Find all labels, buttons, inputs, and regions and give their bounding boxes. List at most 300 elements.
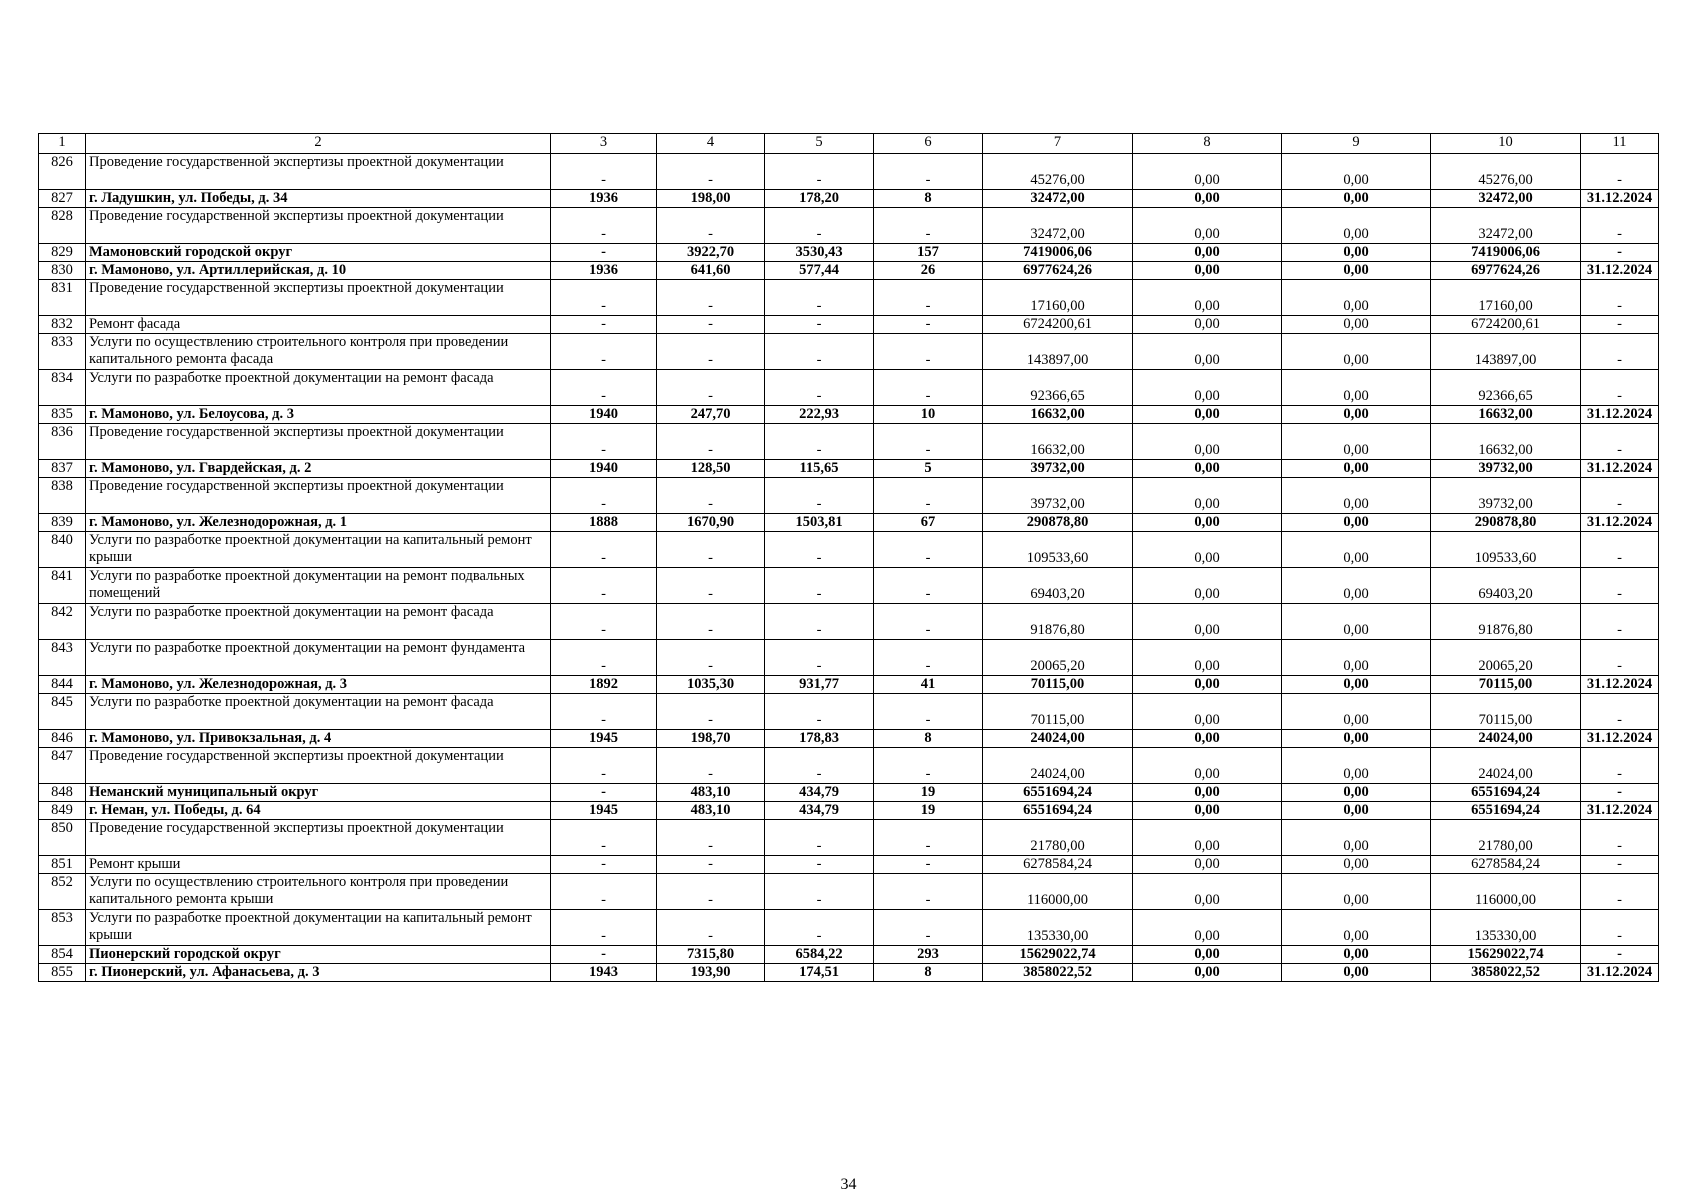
residents-cell: - — [874, 568, 983, 604]
total-area-cell: 198,70 — [657, 730, 765, 748]
residents-cell: 26 — [874, 262, 983, 280]
total-area-cell: - — [657, 604, 765, 640]
table-row — [39, 190, 1659, 208]
year-cell: - — [551, 694, 657, 730]
federal-funds-cell: 0,00 — [1133, 964, 1282, 982]
table-row — [39, 478, 1659, 514]
year-cell: - — [551, 820, 657, 856]
row-number: 828 — [39, 208, 86, 244]
regional-funds-cell: 0,00 — [1282, 640, 1431, 676]
total-area-cell: 483,10 — [657, 802, 765, 820]
year-cell: - — [551, 856, 657, 874]
row-name: г. Мамоново, ул. Гвардейская, д. 2 — [86, 460, 551, 478]
regional-funds-cell: 0,00 — [1282, 604, 1431, 640]
column-number-row — [39, 134, 1659, 154]
row-number: 830 — [39, 262, 86, 280]
total-area-cell: - — [657, 334, 765, 370]
row-name: г. Ладушкин, ул. Победы, д. 34 — [86, 190, 551, 208]
residents-cell: - — [874, 640, 983, 676]
residents-cell: 8 — [874, 730, 983, 748]
residents-cell: - — [874, 208, 983, 244]
col-header-9: 9 — [1282, 134, 1431, 154]
residents-cell: 8 — [874, 190, 983, 208]
federal-funds-cell: 0,00 — [1133, 280, 1282, 316]
residents-cell: 19 — [874, 802, 983, 820]
total-cost-cell: 15629022,74 — [983, 946, 1133, 964]
residents-cell: - — [874, 334, 983, 370]
register-sheet — [38, 133, 1658, 982]
living-area-cell: - — [765, 856, 874, 874]
col-header-2: 2 — [86, 134, 551, 154]
regional-funds-cell: 0,00 — [1282, 370, 1431, 406]
table-row — [39, 460, 1659, 478]
row-name: Проведение государственной экспертизы проектной документации — [86, 208, 551, 244]
deadline-cell: 31.12.2024 — [1581, 262, 1659, 280]
regional-funds-cell: 0,00 — [1282, 874, 1431, 910]
deadline-cell: - — [1581, 532, 1659, 568]
col-header-3: 3 — [551, 134, 657, 154]
total-area-cell: - — [657, 568, 765, 604]
row-number: 831 — [39, 280, 86, 316]
owner-funds-cell: 24024,00 — [1431, 748, 1581, 784]
year-cell: - — [551, 874, 657, 910]
residents-cell: - — [874, 856, 983, 874]
residents-cell: 157 — [874, 244, 983, 262]
deadline-cell: 31.12.2024 — [1581, 460, 1659, 478]
regional-funds-cell: 0,00 — [1282, 910, 1431, 946]
living-area-cell: - — [765, 154, 874, 190]
federal-funds-cell: 0,00 — [1133, 568, 1282, 604]
year-cell: - — [551, 784, 657, 802]
year-cell: - — [551, 532, 657, 568]
total-area-cell: - — [657, 208, 765, 244]
row-number: 842 — [39, 604, 86, 640]
owner-funds-cell: 17160,00 — [1431, 280, 1581, 316]
total-cost-cell: 6977624,26 — [983, 262, 1133, 280]
row-number: 838 — [39, 478, 86, 514]
total-cost-cell: 6724200,61 — [983, 316, 1133, 334]
deadline-cell: - — [1581, 154, 1659, 190]
federal-funds-cell: 0,00 — [1133, 262, 1282, 280]
table-row — [39, 154, 1659, 190]
residents-cell: 10 — [874, 406, 983, 424]
residents-cell: - — [874, 316, 983, 334]
row-number: 845 — [39, 694, 86, 730]
regional-funds-cell: 0,00 — [1282, 532, 1431, 568]
regional-funds-cell: 0,00 — [1282, 190, 1431, 208]
federal-funds-cell: 0,00 — [1133, 154, 1282, 190]
living-area-cell: - — [765, 478, 874, 514]
federal-funds-cell: 0,00 — [1133, 334, 1282, 370]
total-cost-cell: 6551694,24 — [983, 802, 1133, 820]
owner-funds-cell: 39732,00 — [1431, 478, 1581, 514]
year-cell: - — [551, 946, 657, 964]
residents-cell: 19 — [874, 784, 983, 802]
federal-funds-cell: 0,00 — [1133, 946, 1282, 964]
table-row — [39, 334, 1659, 370]
table-row — [39, 802, 1659, 820]
row-number: 833 — [39, 334, 86, 370]
deadline-cell: - — [1581, 910, 1659, 946]
year-cell: 1940 — [551, 460, 657, 478]
total-cost-cell: 290878,80 — [983, 514, 1133, 532]
regional-funds-cell: 0,00 — [1282, 514, 1431, 532]
owner-funds-cell: 16632,00 — [1431, 406, 1581, 424]
regional-funds-cell: 0,00 — [1282, 964, 1431, 982]
owner-funds-cell: 6551694,24 — [1431, 802, 1581, 820]
regional-funds-cell: 0,00 — [1282, 478, 1431, 514]
table-row — [39, 244, 1659, 262]
year-cell: - — [551, 316, 657, 334]
total-cost-cell: 7419006,06 — [983, 244, 1133, 262]
federal-funds-cell: 0,00 — [1133, 676, 1282, 694]
table-row — [39, 568, 1659, 604]
residents-cell: - — [874, 910, 983, 946]
row-name: г. Мамоново, ул. Привокзальная, д. 4 — [86, 730, 551, 748]
federal-funds-cell: 0,00 — [1133, 244, 1282, 262]
row-name: Проведение государственной экспертизы проектной документации — [86, 280, 551, 316]
row-name: Проведение государственной экспертизы проектной документации — [86, 748, 551, 784]
federal-funds-cell: 0,00 — [1133, 856, 1282, 874]
total-area-cell: - — [657, 874, 765, 910]
deadline-cell: - — [1581, 568, 1659, 604]
year-cell: - — [551, 568, 657, 604]
residents-cell: 41 — [874, 676, 983, 694]
federal-funds-cell: 0,00 — [1133, 424, 1282, 460]
total-cost-cell: 16632,00 — [983, 424, 1133, 460]
residents-cell: - — [874, 604, 983, 640]
row-number: 852 — [39, 874, 86, 910]
row-name: Пионерский городской округ — [86, 946, 551, 964]
total-cost-cell: 24024,00 — [983, 748, 1133, 784]
living-area-cell: 1503,81 — [765, 514, 874, 532]
total-area-cell: 1670,90 — [657, 514, 765, 532]
federal-funds-cell: 0,00 — [1133, 802, 1282, 820]
deadline-cell: - — [1581, 424, 1659, 460]
table-row — [39, 640, 1659, 676]
owner-funds-cell: 16632,00 — [1431, 424, 1581, 460]
regional-funds-cell: 0,00 — [1282, 856, 1431, 874]
living-area-cell: - — [765, 532, 874, 568]
total-cost-cell: 16632,00 — [983, 406, 1133, 424]
living-area-cell: - — [765, 820, 874, 856]
year-cell: - — [551, 604, 657, 640]
regional-funds-cell: 0,00 — [1282, 262, 1431, 280]
row-name: Проведение государственной экспертизы проектной документации — [86, 478, 551, 514]
total-area-cell: - — [657, 694, 765, 730]
deadline-cell: - — [1581, 874, 1659, 910]
row-number: 846 — [39, 730, 86, 748]
total-cost-cell: 24024,00 — [983, 730, 1133, 748]
living-area-cell: - — [765, 424, 874, 460]
table-row — [39, 532, 1659, 568]
year-cell: - — [551, 748, 657, 784]
living-area-cell: 434,79 — [765, 784, 874, 802]
table-row — [39, 784, 1659, 802]
owner-funds-cell: 6724200,61 — [1431, 316, 1581, 334]
table-row — [39, 514, 1659, 532]
owner-funds-cell: 116000,00 — [1431, 874, 1581, 910]
row-name: Услуги по осуществлению строительного контроля при проведении капитального ремонта крыши — [86, 874, 551, 910]
deadline-cell: - — [1581, 370, 1659, 406]
deadline-cell: - — [1581, 334, 1659, 370]
total-cost-cell: 39732,00 — [983, 460, 1133, 478]
living-area-cell: - — [765, 208, 874, 244]
regional-funds-cell: 0,00 — [1282, 316, 1431, 334]
total-area-cell: - — [657, 370, 765, 406]
total-area-cell: - — [657, 856, 765, 874]
total-cost-cell: 109533,60 — [983, 532, 1133, 568]
year-cell: 1940 — [551, 406, 657, 424]
total-area-cell: 483,10 — [657, 784, 765, 802]
total-area-cell: 198,00 — [657, 190, 765, 208]
col-header-6: 6 — [874, 134, 983, 154]
regional-funds-cell: 0,00 — [1282, 820, 1431, 856]
total-cost-cell: 20065,20 — [983, 640, 1133, 676]
row-number: 827 — [39, 190, 86, 208]
row-name: г. Неман, ул. Победы, д. 64 — [86, 802, 551, 820]
regional-funds-cell: 0,00 — [1282, 784, 1431, 802]
deadline-cell: 31.12.2024 — [1581, 676, 1659, 694]
regional-funds-cell: 0,00 — [1282, 334, 1431, 370]
owner-funds-cell: 91876,80 — [1431, 604, 1581, 640]
row-name: Ремонт фасада — [86, 316, 551, 334]
deadline-cell: 31.12.2024 — [1581, 802, 1659, 820]
total-area-cell: - — [657, 478, 765, 514]
living-area-cell: 931,77 — [765, 676, 874, 694]
federal-funds-cell: 0,00 — [1133, 478, 1282, 514]
total-cost-cell: 45276,00 — [983, 154, 1133, 190]
total-area-cell: 3922,70 — [657, 244, 765, 262]
year-cell: - — [551, 244, 657, 262]
residents-cell: 67 — [874, 514, 983, 532]
row-name: Услуги по осуществлению строительного контроля при проведении капитального ремонта фасада — [86, 334, 551, 370]
regional-funds-cell: 0,00 — [1282, 748, 1431, 784]
table-row — [39, 730, 1659, 748]
owner-funds-cell: 24024,00 — [1431, 730, 1581, 748]
deadline-cell: 31.12.2024 — [1581, 964, 1659, 982]
residents-cell: 293 — [874, 946, 983, 964]
residents-cell: - — [874, 154, 983, 190]
table-row — [39, 208, 1659, 244]
living-area-cell: 434,79 — [765, 802, 874, 820]
row-number: 844 — [39, 676, 86, 694]
year-cell: - — [551, 478, 657, 514]
federal-funds-cell: 0,00 — [1133, 910, 1282, 946]
total-cost-cell: 17160,00 — [983, 280, 1133, 316]
owner-funds-cell: 32472,00 — [1431, 208, 1581, 244]
row-number: 840 — [39, 532, 86, 568]
total-area-cell: - — [657, 820, 765, 856]
residents-cell: - — [874, 694, 983, 730]
regional-funds-cell: 0,00 — [1282, 802, 1431, 820]
row-name: г. Мамоново, ул. Артиллерийская, д. 10 — [86, 262, 551, 280]
living-area-cell: 115,65 — [765, 460, 874, 478]
col-header-7: 7 — [983, 134, 1133, 154]
owner-funds-cell: 3858022,52 — [1431, 964, 1581, 982]
regional-funds-cell: 0,00 — [1282, 946, 1431, 964]
living-area-cell: - — [765, 694, 874, 730]
federal-funds-cell: 0,00 — [1133, 604, 1282, 640]
row-number: 839 — [39, 514, 86, 532]
total-cost-cell: 116000,00 — [983, 874, 1133, 910]
row-number: 835 — [39, 406, 86, 424]
regional-funds-cell: 0,00 — [1282, 730, 1431, 748]
federal-funds-cell: 0,00 — [1133, 532, 1282, 568]
col-header-8: 8 — [1133, 134, 1282, 154]
total-cost-cell: 69403,20 — [983, 568, 1133, 604]
table-row — [39, 874, 1659, 910]
living-area-cell: 178,83 — [765, 730, 874, 748]
row-name: Проведение государственной экспертизы проектной документации — [86, 154, 551, 190]
regional-funds-cell: 0,00 — [1282, 460, 1431, 478]
owner-funds-cell: 45276,00 — [1431, 154, 1581, 190]
federal-funds-cell: 0,00 — [1133, 406, 1282, 424]
table-row — [39, 424, 1659, 460]
total-cost-cell: 6551694,24 — [983, 784, 1133, 802]
row-number: 851 — [39, 856, 86, 874]
owner-funds-cell: 21780,00 — [1431, 820, 1581, 856]
row-number: 853 — [39, 910, 86, 946]
table-row — [39, 820, 1659, 856]
federal-funds-cell: 0,00 — [1133, 190, 1282, 208]
row-name: Ремонт крыши — [86, 856, 551, 874]
owner-funds-cell: 290878,80 — [1431, 514, 1581, 532]
residents-cell: 5 — [874, 460, 983, 478]
federal-funds-cell: 0,00 — [1133, 784, 1282, 802]
deadline-cell: - — [1581, 478, 1659, 514]
deadline-cell: - — [1581, 316, 1659, 334]
total-area-cell: 193,90 — [657, 964, 765, 982]
federal-funds-cell: 0,00 — [1133, 514, 1282, 532]
owner-funds-cell: 32472,00 — [1431, 190, 1581, 208]
row-number: 854 — [39, 946, 86, 964]
total-cost-cell: 3858022,52 — [983, 964, 1133, 982]
row-name: г. Мамоново, ул. Железнодорожная, д. 3 — [86, 676, 551, 694]
row-name: Услуги по разработке проектной документации на ремонт подвальных помещений — [86, 568, 551, 604]
deadline-cell: - — [1581, 856, 1659, 874]
row-name: Проведение государственной экспертизы проектной документации — [86, 820, 551, 856]
table-row — [39, 604, 1659, 640]
deadline-cell: - — [1581, 640, 1659, 676]
owner-funds-cell: 39732,00 — [1431, 460, 1581, 478]
deadline-cell: - — [1581, 946, 1659, 964]
table-row — [39, 406, 1659, 424]
total-cost-cell: 32472,00 — [983, 208, 1133, 244]
regional-funds-cell: 0,00 — [1282, 694, 1431, 730]
total-area-cell: - — [657, 532, 765, 568]
owner-funds-cell: 70115,00 — [1431, 676, 1581, 694]
federal-funds-cell: 0,00 — [1133, 208, 1282, 244]
living-area-cell: - — [765, 604, 874, 640]
total-area-cell: - — [657, 424, 765, 460]
residents-cell: - — [874, 748, 983, 784]
row-number: 848 — [39, 784, 86, 802]
living-area-cell: 178,20 — [765, 190, 874, 208]
col-header-4: 4 — [657, 134, 765, 154]
residents-cell: 8 — [874, 964, 983, 982]
row-name: г. Пионерский, ул. Афанасьева, д. 3 — [86, 964, 551, 982]
row-name: Услуги по разработке проектной документации на ремонт фундамента — [86, 640, 551, 676]
total-cost-cell: 143897,00 — [983, 334, 1133, 370]
deadline-cell: 31.12.2024 — [1581, 190, 1659, 208]
row-name: Услуги по разработке проектной документации на ремонт фасада — [86, 370, 551, 406]
federal-funds-cell: 0,00 — [1133, 874, 1282, 910]
regional-funds-cell: 0,00 — [1282, 406, 1431, 424]
row-number: 849 — [39, 802, 86, 820]
owner-funds-cell: 70115,00 — [1431, 694, 1581, 730]
table-row — [39, 370, 1659, 406]
deadline-cell: - — [1581, 784, 1659, 802]
table-row — [39, 856, 1659, 874]
deadline-cell: - — [1581, 280, 1659, 316]
regional-funds-cell: 0,00 — [1282, 568, 1431, 604]
year-cell: - — [551, 910, 657, 946]
table-row — [39, 280, 1659, 316]
total-cost-cell: 6278584,24 — [983, 856, 1133, 874]
row-number: 829 — [39, 244, 86, 262]
total-area-cell: 247,70 — [657, 406, 765, 424]
total-cost-cell: 70115,00 — [983, 694, 1133, 730]
table-row — [39, 946, 1659, 964]
table-row — [39, 676, 1659, 694]
col-header-10: 10 — [1431, 134, 1581, 154]
living-area-cell: - — [765, 316, 874, 334]
owner-funds-cell: 143897,00 — [1431, 334, 1581, 370]
total-area-cell: 1035,30 — [657, 676, 765, 694]
living-area-cell: - — [765, 910, 874, 946]
total-area-cell: - — [657, 748, 765, 784]
table-row — [39, 964, 1659, 982]
residents-cell: - — [874, 424, 983, 460]
residents-cell: - — [874, 280, 983, 316]
total-area-cell: 641,60 — [657, 262, 765, 280]
living-area-cell: - — [765, 370, 874, 406]
total-cost-cell: 70115,00 — [983, 676, 1133, 694]
deadline-cell: - — [1581, 694, 1659, 730]
row-number: 826 — [39, 154, 86, 190]
living-area-cell: 174,51 — [765, 964, 874, 982]
owner-funds-cell: 135330,00 — [1431, 910, 1581, 946]
federal-funds-cell: 0,00 — [1133, 730, 1282, 748]
residents-cell: - — [874, 874, 983, 910]
year-cell: 1945 — [551, 802, 657, 820]
row-name: Проведение государственной экспертизы проектной документации — [86, 424, 551, 460]
table-row — [39, 262, 1659, 280]
year-cell: 1936 — [551, 190, 657, 208]
owner-funds-cell: 6278584,24 — [1431, 856, 1581, 874]
table-body — [39, 154, 1659, 982]
row-name: Услуги по разработке проектной документации на капитальный ремонт крыши — [86, 910, 551, 946]
total-area-cell: - — [657, 154, 765, 190]
row-number: 834 — [39, 370, 86, 406]
row-number: 847 — [39, 748, 86, 784]
total-cost-cell: 39732,00 — [983, 478, 1133, 514]
deadline-cell: 31.12.2024 — [1581, 730, 1659, 748]
deadline-cell: - — [1581, 748, 1659, 784]
col-header-5: 5 — [765, 134, 874, 154]
year-cell: 1888 — [551, 514, 657, 532]
living-area-cell: 577,44 — [765, 262, 874, 280]
year-cell: - — [551, 334, 657, 370]
owner-funds-cell: 109533,60 — [1431, 532, 1581, 568]
year-cell: - — [551, 154, 657, 190]
row-number: 837 — [39, 460, 86, 478]
deadline-cell: - — [1581, 244, 1659, 262]
total-cost-cell: 21780,00 — [983, 820, 1133, 856]
federal-funds-cell: 0,00 — [1133, 748, 1282, 784]
owner-funds-cell: 7419006,06 — [1431, 244, 1581, 262]
